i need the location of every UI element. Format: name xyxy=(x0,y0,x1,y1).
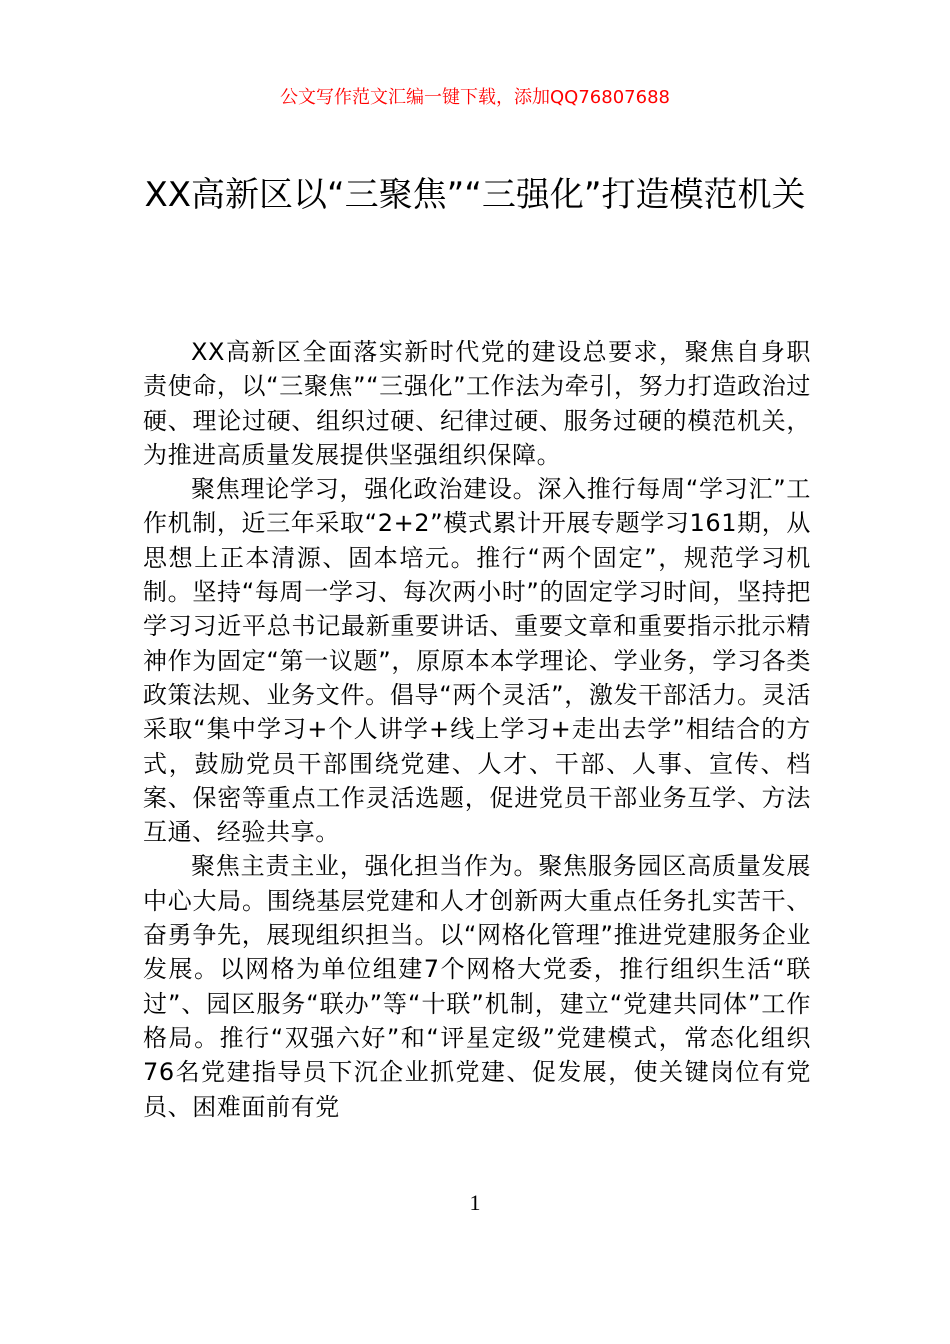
download-notice: 公文写作范文汇编一键下载，添加QQ76807688 xyxy=(280,87,670,108)
document-body xyxy=(143,335,811,1124)
paragraph-theory-study: 聚焦理论学习，强化政治建设。深入推行每周“学习汇”工作机制，近三年采取“2+2”模式累计开展专题学习161期，从思想上正本清源、固本培元。推行“两个固定”，规范学习机制。坚持“每周一学习、每次两小时”的固定学习时间，坚持把学习习近平总书记最新重要讲话、重要文章和重要指示批示精神作为固定“第一议题”，原原本本学理论、学业务，学习各类政策法规、业务文件。倡导“两个灵活”，激发干部活力。灵活采取“集中学习+个人讲学+线上学习+走出去学”相结合的方式，鼓励党员干部围绕党建、人才、干部、人事、宣传、档案、保密等重点工作灵活选题，促进党员干部业务互学、方法互通、经验共享。 xyxy=(143,475,811,847)
page-number: 1 xyxy=(469,1190,481,1215)
paragraph-intro: XX高新区全面落实新时代党的建设总要求，聚焦自身职责使命，以“三聚焦”“三强化”工作法为牵引，努力打造政治过硬、理论过硬、组织过硬、纪律过硬、服务过硬的模范机关，为推进高质量发展提供坚强组织保障。 xyxy=(143,338,811,469)
document-title: XX高新区以“三聚焦”“三强化”打造模范机关 xyxy=(144,175,806,215)
paragraph-main-duties: 聚焦主责主业，强化担当作为。聚焦服务园区高质量发展中心大局。围绕基层党建和人才创新两大重点任务扎实苦干、奋勇争先，展现组织担当。以“网格化管理”推进党建服务企业发展。以网格为单位组建7个网格大党委，推行组织生活“联过”、园区服务“联办”等“十联”机制，建立“党建共同体”工作格局。推行“双强六好”和“评星定级”党建模式，常态化组织76名党建指导员下沉企业抓党建、促发展，使关键岗位有党员、困难面前有党 xyxy=(143,852,811,1121)
